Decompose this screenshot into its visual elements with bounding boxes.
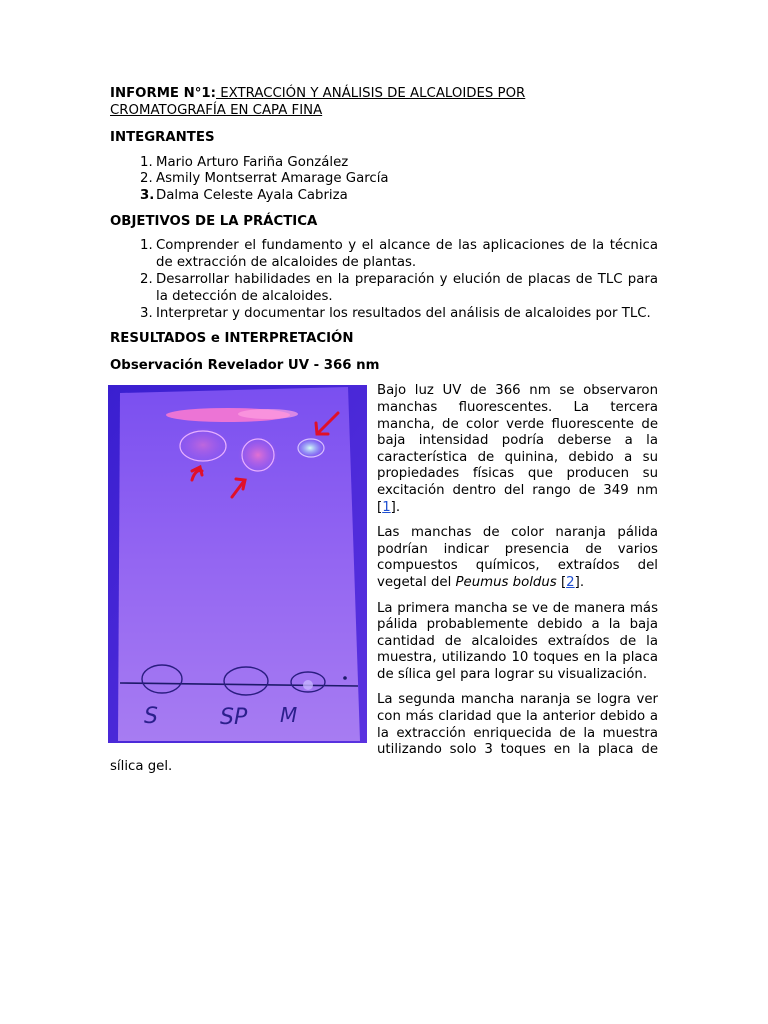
objective-text: Interpretar y documentar los resultados del análisis de alcaloides por TLC.	[156, 305, 651, 321]
members-heading: INTEGRANTES	[110, 130, 215, 145]
report-page	[110, 86, 658, 775]
objective-text: Comprender el fundamento y el alcance de las aplicaciones de la técnica de extracción de alcaloides de plantas.	[156, 238, 658, 271]
objectives-list	[110, 238, 658, 322]
reference-link-2[interactable]: 2	[566, 574, 575, 590]
list-item	[110, 238, 658, 272]
results-paragraph-4: La segunda mancha naranja se logra ver con más claridad que la anterior debido a la extracción enriquecida de la muestra utilizando solo 3 toques en la placa de sílica gel.	[110, 692, 658, 774]
results-paragraph-2: Las manchas de color naranja pálida podrían indicar presencia de varios compuestos químicos, extraídos del vegetal del Peumus boldus [2].	[377, 525, 658, 590]
lane-label-2: SP	[220, 705, 248, 731]
results-body	[110, 383, 658, 775]
list-number: 1.	[140, 154, 153, 170]
list-item	[110, 155, 658, 172]
lane-label-3: M	[280, 703, 298, 728]
results-subheading: Observación Revelador UV - 366 nm	[110, 357, 380, 373]
member-name: Mario Arturo Fariña González	[156, 154, 349, 170]
report-title	[110, 86, 658, 119]
objective-text: Desarrollar habilidades en la preparación y elución de placas de TLC para la detección de alcaloides.	[156, 271, 658, 304]
results-paragraph-1: Bajo luz UV de 366 nm se observaron manchas fluorescentes. La tercera mancha, de color verde fluorescente de baja intensidad podría deberse a la característica de quinina, debido a su propiedades físicas que producen su excitación dentro del rango de 349 nm [1].	[377, 383, 658, 515]
list-number: 2.	[140, 271, 153, 287]
list-item	[110, 188, 658, 205]
list-number: 3.	[140, 305, 153, 321]
report-title-line2: CROMATOGRAFÍA EN CAPA FINA	[110, 102, 323, 118]
list-number: 1.	[140, 238, 153, 254]
tlc-plate-photo	[108, 385, 367, 743]
tlc-plate-image	[108, 385, 367, 743]
reference-link-1[interactable]: 1	[382, 499, 391, 515]
list-number: 2.	[140, 171, 153, 187]
species-name: Peumus boldus	[455, 574, 557, 590]
list-number: 3.	[140, 188, 155, 204]
lane-label-1: S	[144, 704, 158, 730]
results-heading: RESULTADOS e INTERPRETACIÓN	[110, 331, 354, 347]
objectives-heading: OBJETIVOS DE LA PRÁCTICA	[110, 213, 318, 229]
report-title-main: EXTRACCIÓN Y ANÁLISIS DE ALCALOIDES POR	[216, 86, 526, 101]
list-item	[110, 306, 658, 323]
list-item	[110, 171, 658, 188]
member-name: Dalma Celeste Ayala Cabriza	[156, 188, 348, 204]
report-title-prefix: INFORME N°1:	[110, 86, 216, 101]
list-item	[110, 272, 658, 306]
member-name: Asmily Montserrat Amarage García	[156, 171, 389, 187]
results-paragraph-3: La primera mancha se ve de manera más pálida probablemente debido a la baja cantidad de alcaloides extraídos de la muestra, utilizando 10 toques en la placa de sílica gel para lograr su visualización.	[377, 600, 658, 682]
members-list	[110, 155, 658, 205]
